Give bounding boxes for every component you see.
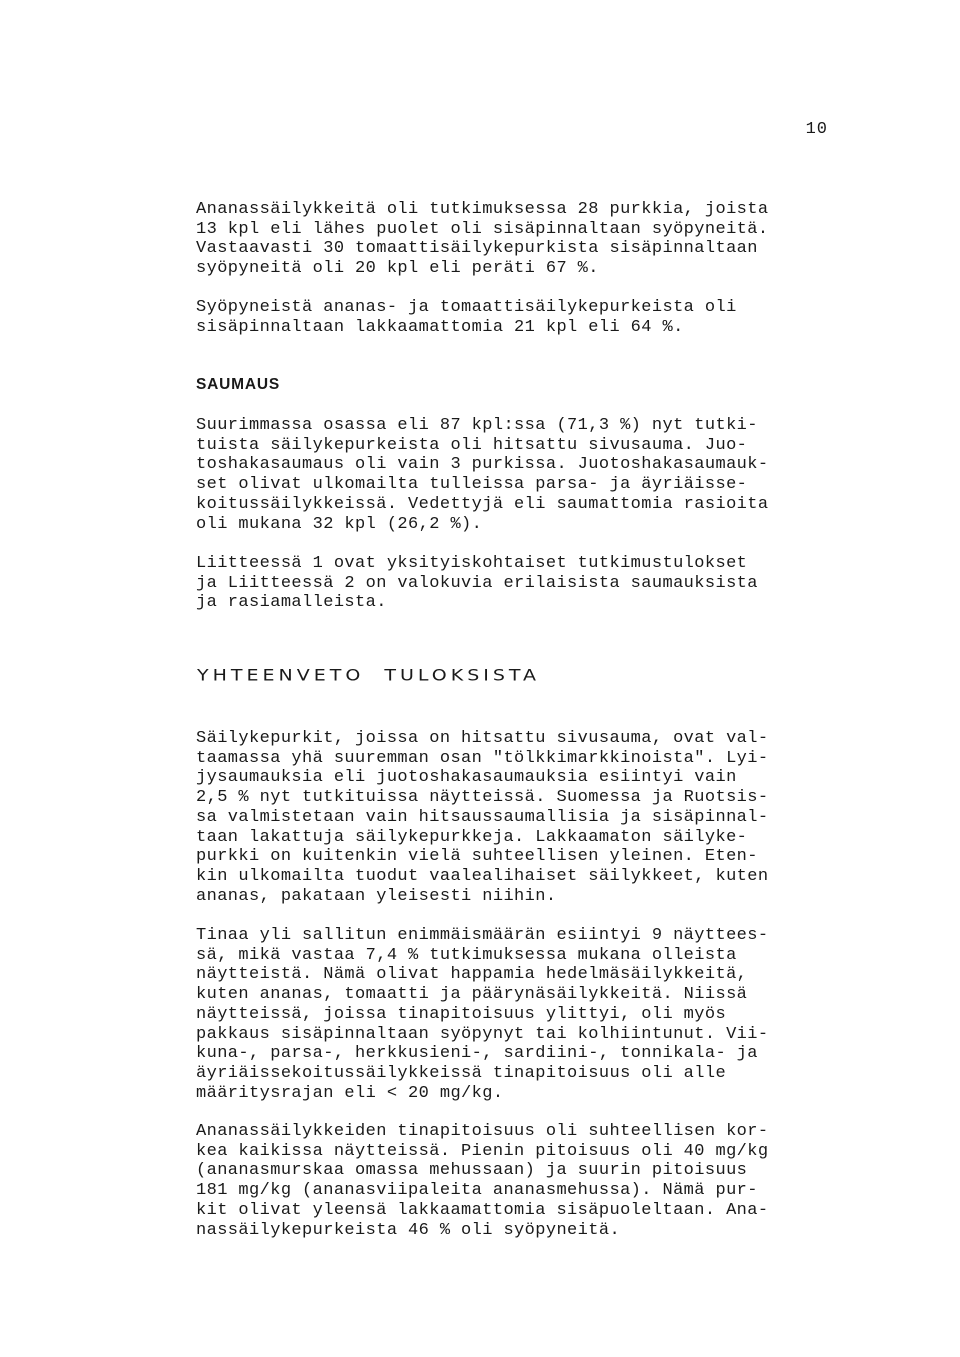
text-line: kuten ananas, tomaatti ja päärynäsäilykkeitä. Niissä <box>196 985 748 1005</box>
text-line: Suurimmassa osassa eli 87 kpl:ssa (71,3 %) nyt tutki- <box>196 416 758 435</box>
paragraph-pineapple-corrosion <box>196 200 856 279</box>
text-line: pakkaus sisäpinnaltaan syöpynyt tai kolhiintunut. Vii- <box>196 1024 769 1044</box>
text-line: Vastaavasti 30 tomaattisäilykepurkista sisäpinnaltaan <box>196 239 758 259</box>
text-line: näytteissä, joissa tinapitoisuus ylittyi, oli myös <box>196 1004 727 1024</box>
text-line: sisäpinnaltaan lakkaamattomia 21 kpl eli 64 %. <box>196 317 684 337</box>
text-line: näytteistä. Nämä olivat happamia hedelmäsäilykkeitä, <box>196 965 748 985</box>
text-line: nassäilykepurkeista 46 % oli syöpyneitä. <box>196 1220 621 1240</box>
text-line: koitussäilykkeissä. Vedettyjä eli saumattomia rasioita <box>196 494 769 514</box>
text-line: sa valmistetaan vain hitsaussaumallisia ja sisäpinnal- <box>196 807 769 827</box>
paragraph-summary-seams <box>196 729 856 906</box>
page-number: 10 <box>805 120 828 139</box>
text-line: Tinaa yli sallitun enimmäismäärän esiintyi 9 näyttees- <box>196 926 769 945</box>
paragraph-seams <box>196 416 856 534</box>
text-line: 2,5 % nyt tutkituissa näytteissä. Suomessa ja Ruotsis- <box>196 788 769 808</box>
text-line: äyriäissekoitussäilykkeissä tinapitoisuus oli alle <box>196 1063 727 1083</box>
text-line: jysaumauksia eli juotoshakasaumauksia esiintyi vain <box>196 768 737 788</box>
section-heading-summary: YHTEENVETO TULOKSISTA <box>197 666 541 685</box>
text-line: purkki on kuitenkin vielä suhteellisen yleinen. Eten- <box>196 847 758 867</box>
text-line: ja rasiamalleista. <box>196 593 387 613</box>
text-line: taamassa yhä suuremman osan "tölkkimarkkinoista". Lyi- <box>196 748 769 768</box>
text-line: 13 kpl eli lähes puolet oli sisäpinnaltaan syöpyneitä. <box>196 219 769 239</box>
text-line: set olivat ulkomailta tulleissa parsa- ja äyriäisse- <box>196 475 748 495</box>
text-line: tuista säilykepurkeista oli hitsattu sivusauma. Juo- <box>196 435 748 455</box>
text-line: kit olivat yleensä lakkaamattomia sisäpuoleltaan. Ana- <box>196 1200 769 1220</box>
paragraph-pineapple-tin <box>196 1122 856 1240</box>
text-line: oli mukana 32 kpl (26,2 %). <box>196 514 483 534</box>
text-line: kin ulkomailta tuodut vaalealihaiset säilykkeet, kuten <box>196 866 769 886</box>
text-line: (ananasmurskaa omassa mehussaan) ja suurin pitoisuus <box>196 1161 748 1181</box>
text-line: Liitteessä 1 ovat yksityiskohtaiset tutkimustulokset <box>196 554 748 573</box>
paragraph-tin-content <box>196 926 856 1103</box>
text-line: Syöpyneistä ananas- ja tomaattisäilykepurkeista oli <box>196 298 737 317</box>
text-line: toshakasaumaus oli vain 3 purkissa. Juotoshakasaumauk- <box>196 455 769 475</box>
paragraph-unlacquered <box>196 298 856 337</box>
text-line: kuna-, parsa-, herkkusieni-, sardiini-, tonnikala- ja <box>196 1044 758 1064</box>
text-line: kea kaikissa näytteissä. Pienin pitoisuus oli 40 mg/kg <box>196 1141 769 1161</box>
paragraph-appendices <box>196 554 856 613</box>
text-line: ananas, pakataan yleisesti niihin. <box>196 886 557 906</box>
text-line: Ananassäilykkeiden tinapitoisuus oli suhteellisen kor- <box>196 1122 769 1141</box>
text-line: Ananassäilykkeitä oli tutkimuksessa 28 purkkia, joista <box>196 200 769 219</box>
text-line: taan lakattuja säilykepurkkeja. Lakkaamaton säilyke- <box>196 827 748 847</box>
text-line: Säilykepurkit, joissa on hitsattu sivusauma, ovat val- <box>196 729 769 748</box>
section-heading-saumaus: SAUMAUS <box>196 376 280 393</box>
text-line: sä, mikä vastaa 7,4 % tutkimuksessa mukana olleista <box>196 945 737 965</box>
text-line: 181 mg/kg (ananasviipaleita ananasmehussa). Nämä pur- <box>196 1181 758 1201</box>
text-line: syöpyneitä oli 20 kpl eli peräti 67 %. <box>196 259 599 279</box>
text-line: ja Liitteessä 2 on valokuvia erilaisista saumauksista <box>196 573 758 593</box>
text-line: määritysrajan eli < 20 mg/kg. <box>196 1083 504 1103</box>
